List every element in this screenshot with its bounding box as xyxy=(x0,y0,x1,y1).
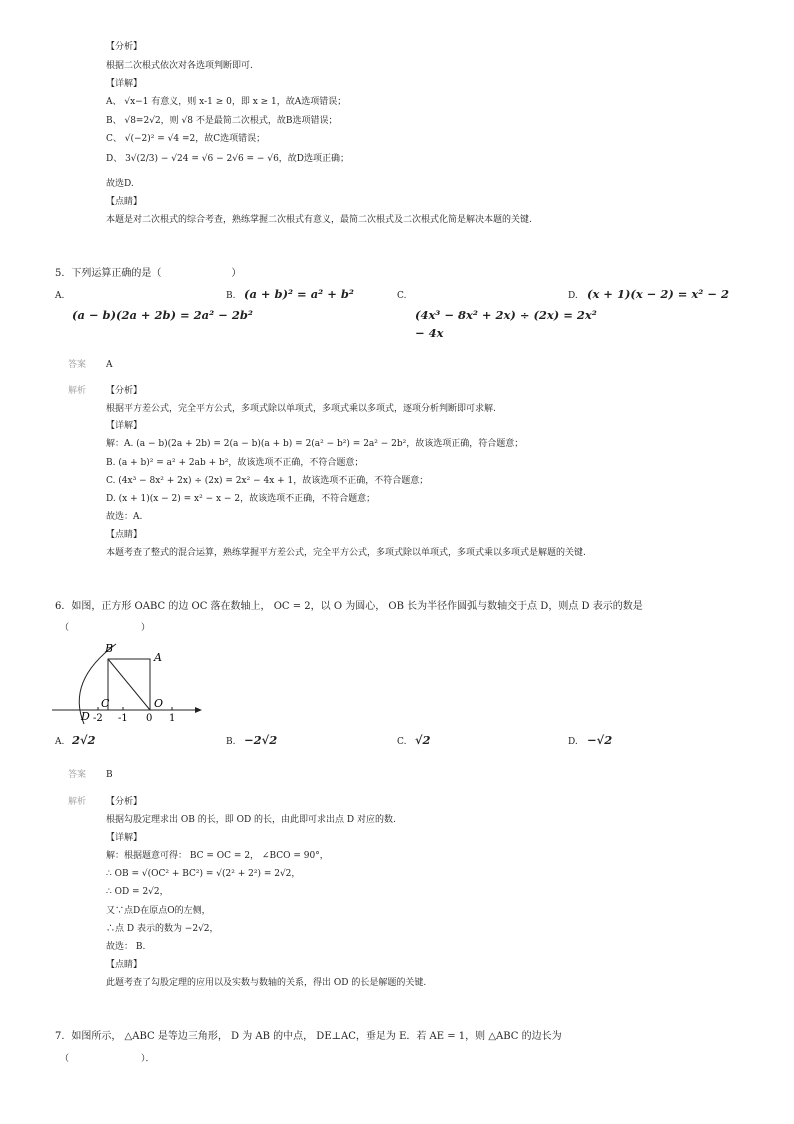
q6-answer: B xyxy=(106,770,113,780)
q5-fenxi-heading: 【分析】 xyxy=(106,386,143,396)
label-a: A xyxy=(154,651,162,664)
q5-fenxi-text: 根据平方差公式，完全平方公式，多项式除以单项式，多项式乘以多项式，逐项分析判断即可求解. xyxy=(106,404,496,414)
q6-option-a-letter: A. xyxy=(55,737,65,747)
q5-option-c-line1: (4x³ − 8x² + 2x) ÷ (2x) = 2x² xyxy=(415,308,597,322)
q5-step-4: D. (x + 1)(x − 2) = x² − x − 2，故该选项不正确，不符合题意； xyxy=(106,494,376,504)
q5-step-2: B. (a + b)² = a² + 2ab + b²，故该选项不正确，不符合题意； xyxy=(106,458,364,468)
q6-paren: （ ） xyxy=(60,623,151,633)
q5-option-d: (x + 1)(x − 2) = x² − 2 xyxy=(587,287,729,301)
q7-stem: 7．如图所示， △ABC 是等边三角形， D 为 AB 的中点， DE⊥AC，垂足为 E．若 AE = 1，则 △ABC 的边长为 xyxy=(55,1031,562,1042)
q5-choose: 故选：A. xyxy=(106,512,143,522)
q4-step-a: A、 √x−1 有意义，则 x-1 ≥ 0，即 x ≥ 1，故A选项错误； xyxy=(106,97,347,107)
label-b: B xyxy=(105,642,114,655)
q6-choose: 故选： B. xyxy=(106,942,146,952)
q4-xiangjie-heading: 【详解】 xyxy=(106,79,143,89)
q5-option-d-letter: D. xyxy=(568,291,578,301)
q6-option-b-letter: B. xyxy=(226,737,236,747)
q6-fenxi-text: 根据勾股定理求出 OB 的长，即 OD 的长，由此即可求出点 D 对应的数. xyxy=(106,815,396,825)
q5-dianjing-heading: 【点睛】 xyxy=(106,530,143,540)
label-c: C xyxy=(101,697,110,710)
q5-option-c-line2: − 4x xyxy=(415,326,444,340)
q6-step-5: ∴点 D 表示的数为 −2√2， xyxy=(106,924,219,934)
q6-answer-label: 答案 xyxy=(68,770,87,780)
q6-option-a: 2√2 xyxy=(72,733,96,747)
q5-option-b: (a + b)² = a² + b² xyxy=(244,287,354,301)
q7-paren: （ ）． xyxy=(60,1054,155,1064)
q6-dianjing-heading: 【点睛】 xyxy=(106,960,143,970)
number-line-arrow-icon xyxy=(195,707,202,713)
q6-analysis-label: 解析 xyxy=(68,797,87,807)
q6-option-d: −√2 xyxy=(587,733,613,747)
q4-choose: 故选D. xyxy=(106,179,134,189)
q4-dianjing-text: 本题是对二次根式的综合考查，熟练掌握二次根式有意义，最简二次根式及二次根式化简是解决本题的关键. xyxy=(106,215,532,225)
q5-step-3: C. (4x³ − 8x² + 2x) ÷ (2x) = 2x² − 4x + 1，故该选项不正确，不符合题意； xyxy=(106,476,429,486)
q4-step-b: B、 √8=2√2，则 √8 不是最简二次根式，故B选项错误； xyxy=(106,116,338,126)
q5-answer-label: 答案 xyxy=(68,360,87,370)
label-d: D xyxy=(81,710,90,723)
q5-option-a-letter: A. xyxy=(55,291,65,301)
q6-option-b: −2√2 xyxy=(244,733,278,747)
q5-xiangjie-heading: 【详解】 xyxy=(106,421,143,431)
q5-step-1: 解：A. (a − b)(2a + 2b) = 2(a − b)(a + b) = 2(a² − b²) = 2a² − 2b²，故该选项正确，符合题意； xyxy=(106,439,524,449)
q5-stem: 5．下列运算正确的是（ ） xyxy=(55,268,242,279)
q4-step-c: C、 √(−2)² = √4 =2，故C选项错误； xyxy=(106,134,266,144)
q6-option-d-letter: D. xyxy=(568,737,578,747)
q6-stem: 6．如图，正方形 OABC 的边 OC 落在数轴上， OC = 2，以 O 为圆心， OB 长为半径作圆弧与数轴交于点 D，则点 D 表示的数是 xyxy=(55,601,643,612)
q5-answer: A xyxy=(106,360,113,370)
q6-step-4: 又∵点D在原点O的左侧， xyxy=(106,906,211,916)
q6-fenxi-heading: 【分析】 xyxy=(106,797,143,807)
label-o: O xyxy=(154,697,164,710)
q4-fenxi-text: 根据二次根式依次对各选项判断即可. xyxy=(106,61,253,71)
tick-0: 0 xyxy=(146,713,153,724)
q6-step-3: ∴ OD = 2√2， xyxy=(106,887,169,897)
q6-figure xyxy=(50,636,210,728)
tick-m2: -2 xyxy=(93,713,103,724)
q6-option-c-letter: C. xyxy=(397,737,407,747)
tick-m1: -1 xyxy=(118,713,128,724)
q5-option-b-letter: B. xyxy=(226,291,236,301)
q5-analysis-label: 解析 xyxy=(68,386,87,396)
q5-dianjing-text: 本题考查了整式的混合运算，熟练掌握平方差公式，完全平方公式，多项式除以单项式，多项式乘以多项式是解题的关键. xyxy=(106,548,586,558)
diagonal-ob xyxy=(108,659,150,710)
q6-option-c: √2 xyxy=(415,733,431,747)
q5-option-c-letter: C. xyxy=(397,291,407,301)
q4-fenxi-heading: 【分析】 xyxy=(106,42,143,52)
q4-step-d: D、 3√(2/3) − √24 = √6 − 2√6 = − √6，故D选项正确； xyxy=(106,154,350,164)
q6-step-2: ∴ OB = √(OC² + BC²) = √(2² + 2²) = 2√2， xyxy=(106,869,301,879)
q6-step-1: 解：根据题意可得： BC = OC = 2， ∠BCO = 90°， xyxy=(106,851,329,861)
q6-dianjing-text: 此题考查了勾股定理的应用以及实数与数轴的关系，得出 OD 的长是解题的关键. xyxy=(106,978,427,988)
q5-option-a: (a − b)(2a + 2b) = 2a² − 2b² xyxy=(72,308,253,322)
q6-xiangjie-heading: 【详解】 xyxy=(106,833,143,843)
q4-dianjing-heading: 【点睛】 xyxy=(106,197,143,207)
tick-1: 1 xyxy=(169,713,176,724)
